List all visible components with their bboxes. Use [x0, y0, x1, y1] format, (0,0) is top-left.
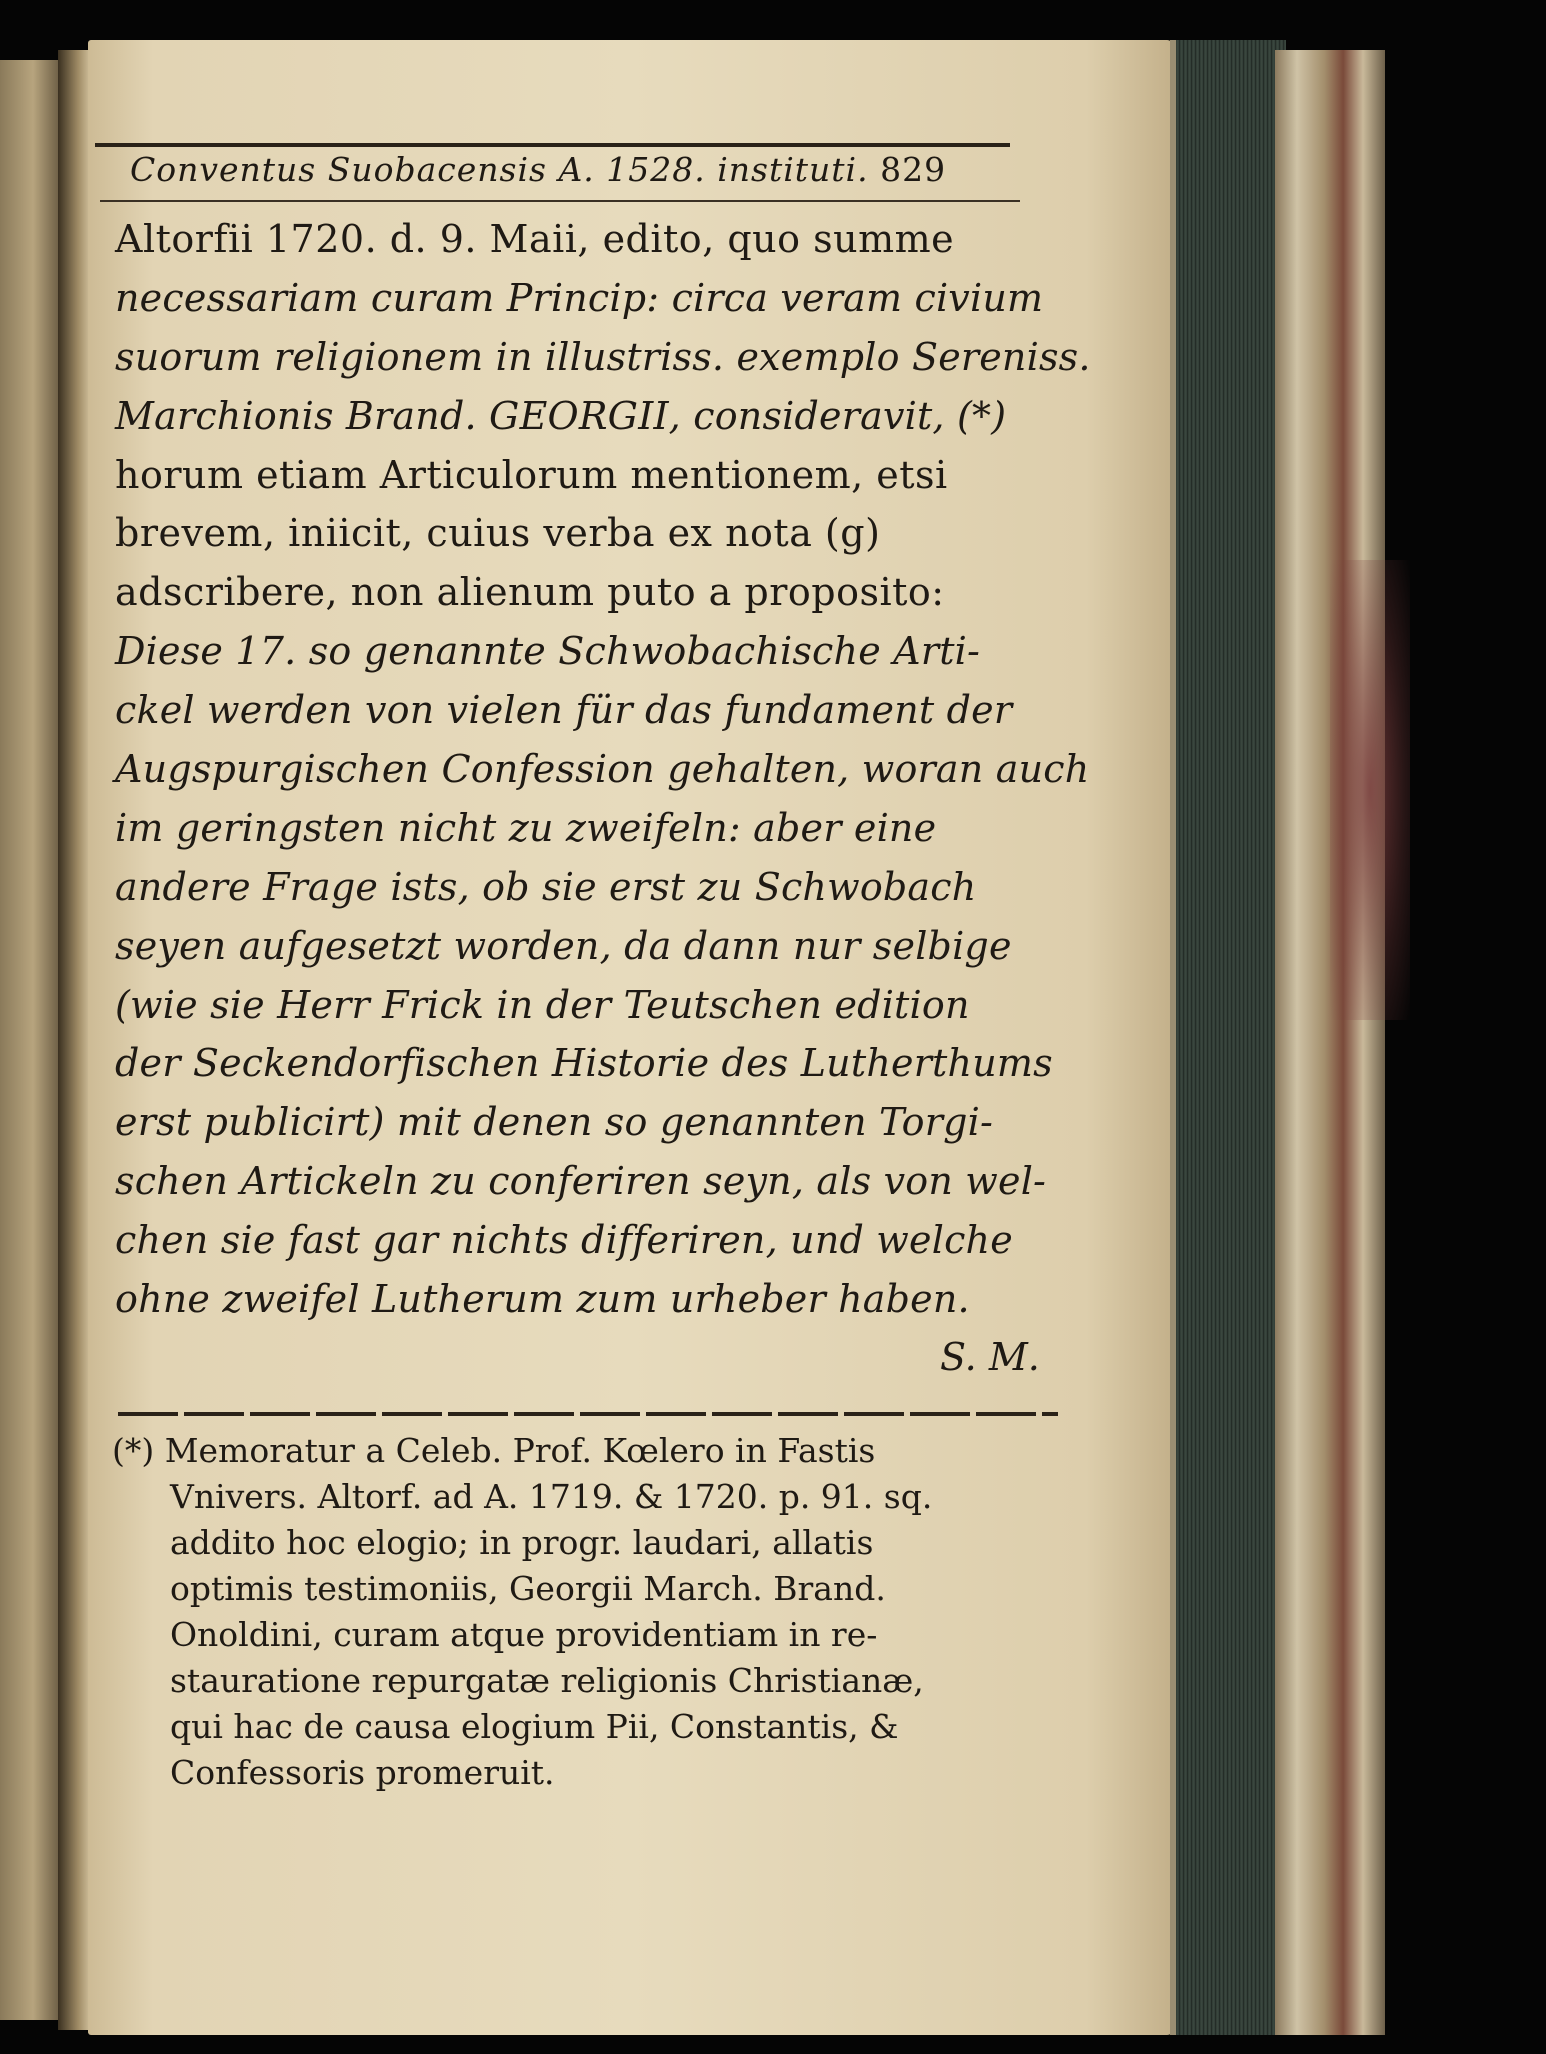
body-line: seyen aufgesetzt worden, da dann nur selbige: [115, 923, 1012, 968]
signature: S. M.: [940, 1335, 1040, 1379]
body-line: necessariam curam Princip: circa veram civium: [115, 275, 1044, 320]
body-line: schen Artickeln zu conferiren seyn, als von wel-: [115, 1159, 1047, 1204]
body-line: (wie sie Herr Frick in der Teutschen edition: [115, 982, 970, 1027]
body-line: erst publicirt) mit denen so genannten Torgi-: [115, 1100, 993, 1145]
body-line: chen sie fast gar nichts differiren, und welche: [115, 1218, 1013, 1263]
footnote-line: Vnivers. Altorf. ad A. 1719. & 1720. p. 91. sq.: [170, 1477, 933, 1516]
book-cover-edge: [1275, 50, 1385, 2035]
footnote-rule: [118, 1412, 1058, 1416]
footnote-line: optimis testimoniis, Georgii March. Brand.: [170, 1569, 886, 1608]
body-line: horum etiam Articulorum mentionem, etsi: [115, 452, 948, 497]
header-underline: [100, 200, 1020, 202]
body-line: der Seckendorfischen Historie des Lutherthums: [115, 1041, 1053, 1086]
footnote-line: stauratione repurgatæ religionis Christianæ,: [170, 1661, 924, 1700]
footnote-line: qui hac de causa elogium Pii, Constantis, &: [170, 1707, 899, 1746]
body-line: andere Frage ists, ob sie erst zu Schwobach: [115, 864, 977, 909]
body-line: adscribere, non alienum puto a proposito:: [115, 570, 945, 615]
footnote: [112, 1428, 1072, 1796]
body-line: Altorfii 1720. d. 9. Maii, edito, quo summe: [115, 217, 955, 261]
body-line: im geringsten nicht zu zweifeln: aber eine: [115, 805, 937, 850]
body-line: ohne zweifel Lutherum zum urheber haben.: [115, 1277, 970, 1322]
body-line: ckel werden von vielen für das fundament der: [115, 688, 1013, 733]
page-number: 829: [880, 150, 947, 189]
page-block-edges: [1170, 40, 1286, 2035]
book-gutter: [58, 50, 92, 2030]
header-rule: [95, 143, 1010, 147]
running-title: Conventus Suobacensis A. 1528. instituti.: [130, 150, 869, 189]
body-text: [115, 210, 1091, 1329]
facing-page-edge: [0, 60, 60, 2020]
body-line: Augspurgischen Confession gehalten, woran auch: [115, 747, 1090, 792]
footnote-line: Confessoris promeruit.: [170, 1753, 555, 1792]
footnote-line: Onoldini, curam atque providentiam in re-: [170, 1615, 878, 1654]
body-line: Marchionis Brand. GEORGII, consideravit, (*): [115, 393, 1007, 438]
body-line: Diese 17. so genannte Schwobachische Arti-: [115, 629, 981, 674]
footnote-line: addito hoc elogio; in progr. laudari, allatis: [170, 1523, 874, 1562]
footnote-line: (*) Memoratur a Celeb. Prof. Kœlero in Fastis: [112, 1431, 876, 1470]
body-line: brevem, iniicit, cuius verba ex nota (g): [115, 511, 881, 556]
running-header: [130, 150, 1030, 189]
body-line: suorum religionem in illustriss. exemplo Sereniss.: [115, 334, 1091, 379]
cover-stain: [1330, 560, 1410, 1020]
